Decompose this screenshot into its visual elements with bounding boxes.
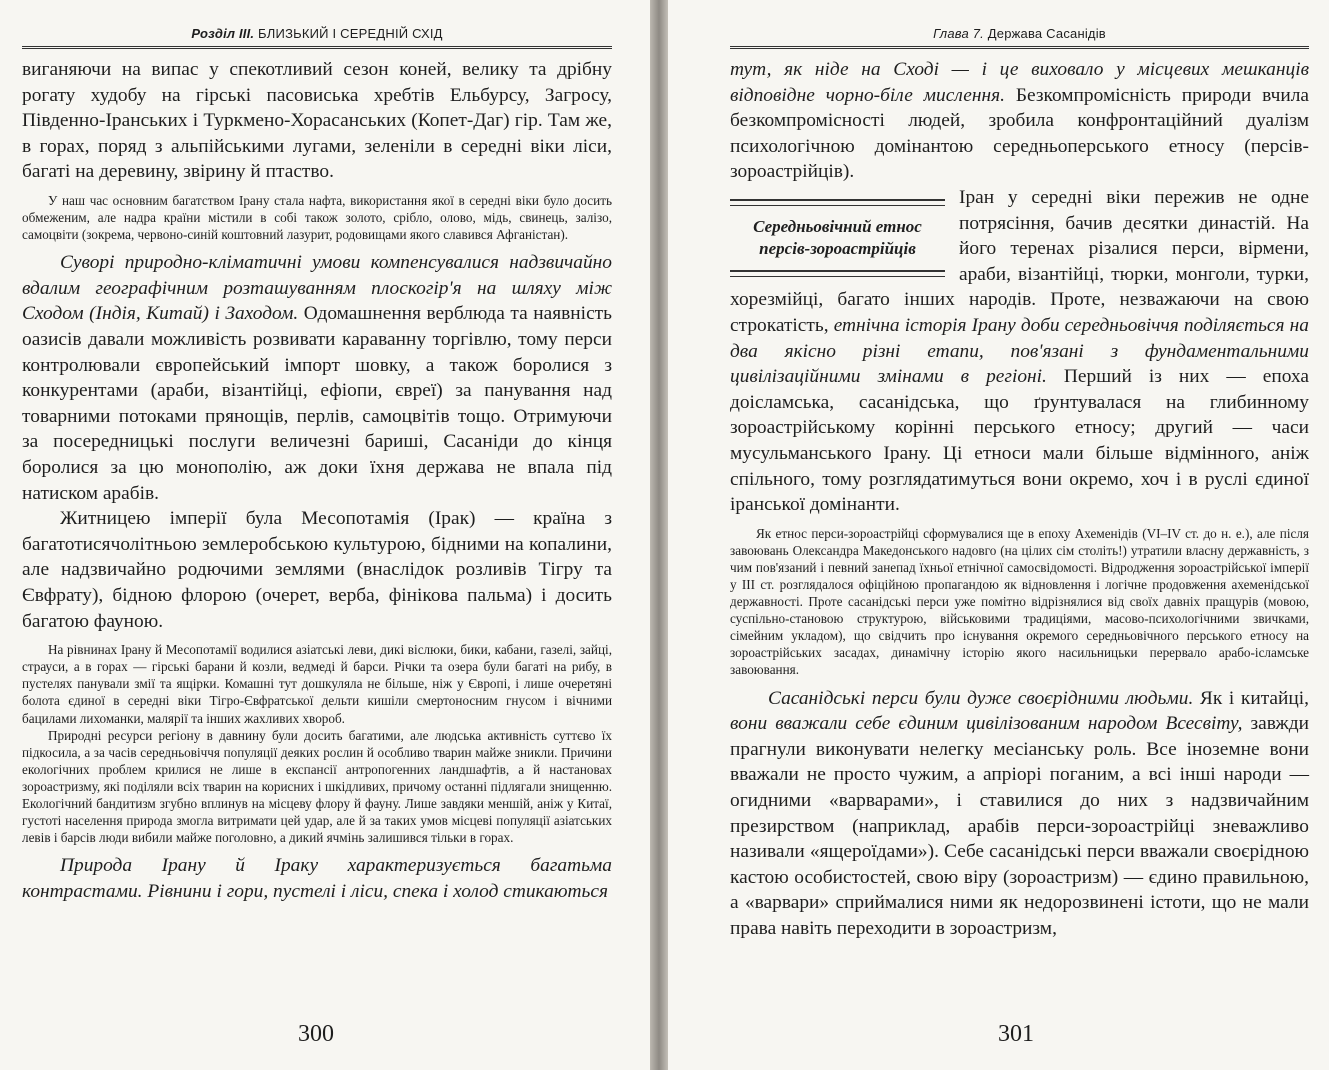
running-header-left bbox=[22, 0, 612, 49]
right-page bbox=[668, 0, 1329, 1070]
paragraph-text: завжди прагнули виконувати нелегку месіанську роль. Все іноземне вони вважали не просто чужим, а апріорі поганим, а всі інші народи — огидними «варварами», і ставилися до них з надзвичайним презирством (наприклад, арабів перси-зороастрійці зневажливо називали «ящероїдами»). Себе сасанідські перси вважали своєрідною кастою особистостей, свою віру (зороастризм) — єдино правильною, а «варвари» сприймалися ними як недорозвинені істоти, що не мали права навіть переходити в зороастризм, bbox=[730, 713, 1309, 939]
header-section-title: БЛИЗЬКИЙ І СЕРЕДНІЙ СХІД bbox=[254, 26, 443, 41]
italic-phrase: етнічна історія Ірану доби середньовіччя поділяється на два якісно різні етапи, пов'язані з фундаментальними цивілізаційними змінами в регіоні. bbox=[730, 314, 1309, 388]
paragraph-text: Перший із них — епоха доісламська, сасанідська, що ґрунтувалася на глибинному зороастрійському корінні перського етносу; другий — часи мусульманського Ірану. Ці етноси мали більше відмінного, аніж спільного, тому розглядатимуться вони окремо, хоч і в руслі єдиної іранської домінанти. bbox=[730, 366, 1309, 516]
italic-phrase: Суворі природно-кліматичні умови компенсувалися надзвичайно вдалим географічним розташуванням плоскогір'я на шляху між Сходом (Індія, Китай) і Заходом. bbox=[22, 252, 612, 325]
side-heading bbox=[730, 191, 945, 281]
small-print-note bbox=[22, 641, 612, 846]
left-body-text bbox=[22, 57, 612, 904]
right-body-text bbox=[730, 57, 1309, 941]
header-chapter-label: Розділ ІІІ. bbox=[191, 26, 255, 41]
small-print-note bbox=[22, 192, 612, 243]
paragraph-text: Безкомпромісність природи вчила безкомпромісності людей, зробила конфронтаційний дуалізм психологічною домінантою середньоперського етносу (персів-зороастрійців). bbox=[730, 84, 1309, 183]
italic-phrase: Сасанідські перси були дуже своєрідними людьми. bbox=[768, 687, 1194, 709]
paragraph: Житницею імперії була Месопотамія (Ірак) — країна з багатотисячолітньою землеробською культурою, бідними на копалини, але надзвичайно родючими землями (внаслідок розливів Тігру та Євфрату), бідною флорою (очерет, верба, фінікова пальма) і досить багатою фауною. bbox=[22, 508, 612, 632]
italic-phrase: тут, як ніде на Сході — і це виховало у місцевих мешканців відповідне чорно-біле мислення. bbox=[730, 59, 1309, 106]
note-paragraph: У наш час основним багатством Ірану стала нафта, використання якої в середні віки було досить обмеженим, але надра країни містили в собі також золото, срібло, олово, мідь, свинець, залізо, самоцвіти (зокрема, червоно-синій коштовний лазурит, родовищами якого славився Афганістан). bbox=[22, 192, 612, 243]
note-paragraph: Природні ресурси регіону в давнину були досить багатими, але людська активність суттєво їх підкосила, а за часів середньовіччя популяції деяких рослин й особливо тварин майже зникли. Причини екологічних проблем крилися не лише в експансії антропогенних ландшафтів, а й настановах зороастризму, які поділяли всіх тварин на корисних і шкідливих, причому останні підлягали знищенню. Екологічний бандитизм згубно вплинув на місцеву флору й фауну. Лише завдяки меншій, аніж у Китаї, густоті населення природа змогла витримати цей удар, але й за таких умов місцеві популяції азіатських левів і барсів люди вибили майже поголовно, а дикий ячмінь залишився тільки в горах. bbox=[22, 727, 612, 846]
running-header-right bbox=[730, 0, 1309, 49]
note-paragraph: Як етнос перси-зороастрійці сформувалися ще в епоху Ахеменідів (VI–IV ст. до н. е.), але після завоювань Олександра Македонського надовго (на цілих сім століть!) утратили власну державність, з чим пов'язаний і певний занепад їхньої етнічної самосвідомості. Відродження зороастрійської імперії у III ст. розглядалося офіційною пропагандою як відновлення і логічне продовження ахеменідської державності. Проте сасанідські перси уже помітно відрізнялися від своїх давніх пращурів (мовою, суспільно-становою структурою, військовими традиціями, масово-психологічними звичками, сімейним укладом), що свідчить про існування окремого середньовічного перського етносу на зороастрійських засадах, динамічну історію якого насильницьки перервало арабо-ісламське завоювання. bbox=[730, 525, 1309, 678]
paragraph bbox=[730, 686, 1309, 942]
italic-phrase: вони вважали себе єдиним цивілізованим народом Всесвіту, bbox=[730, 713, 1243, 735]
heading-rule bbox=[730, 270, 945, 277]
paragraph-text: Одомашнення верблюда та наявність оазисів давали можливість розвивати караванну торгівлю, тому перси контролювали європейський імпорт шовку, а також боролися з конкурентами (араби, візантійці, ефіопи, євреї) за панування над товарними потоками прянощів, перлів, самоцвітів тощо. Отримуючи за посередницькі послуги величезні бариші, Сасаніди до кінця боролися за цю монополію, аж доки їхня держава не впала під натиском арабів. bbox=[22, 303, 612, 504]
note-paragraph: На рівнинах Ірану й Месопотамії водилися азіатські леви, дикі віслюки, бики, кабани, газелі, зайці, страуси, а в горах — гірські барани й козли, ведмеді й барси. Річки та озера були багаті на рибу, в пустелях панували змії та ящірки. Комашні тут дошкуляла не більше, ніж у Європі, і лише очеретяні болота єдиної в середні віки Тігро-Євфратської дельти кишіли смертоносним гнусом і вічними бацилами лихоманки, малярії та інших жахливих хвороб. bbox=[22, 642, 612, 726]
header-chapter-label: Глава 7. bbox=[933, 26, 984, 41]
header-section-title: Держава Сасанідів bbox=[983, 26, 1106, 41]
left-page bbox=[0, 0, 650, 1070]
page-number-left: 300 bbox=[298, 1021, 334, 1047]
heading-rule bbox=[730, 199, 945, 206]
paragraph-text: Як і китайці, bbox=[1193, 687, 1309, 709]
page-number-right: 301 bbox=[998, 1021, 1034, 1047]
book-gutter bbox=[650, 0, 668, 1070]
paragraph-text: Іран у середні віки пережив не одне потрясіння, бачив десятки династій. На його теренах різалися перси, вірмени, араби, візантійці, тюрки, монголи, турки, хорезмійці, багато інших народів. Проте, незважаючи на свою строкатість, bbox=[730, 186, 1309, 336]
paragraph: Природа Ірану й Іраку характеризується багатьма контрастами. Рівнини і гори, пустелі і ліси, спека і холод стикаються bbox=[22, 855, 612, 902]
paragraph bbox=[730, 57, 1309, 185]
paragraph bbox=[22, 250, 612, 506]
small-print-note bbox=[730, 525, 1309, 679]
paragraph: виганяючи на випас у спекотливий сезон коней, велику та дрібну рогату худобу на гірські пасовиська хребтів Ельбурсу, Загросу, Південно-Іранських і Туркмено-Хорасанських (Копет-Даг) гір. Там же, в горах, поряд з альпійськими лугами, зеленіли в середні віки ліси, багаті на деревину, звірину й птаство. bbox=[22, 59, 612, 183]
side-heading-text: Середньовічний етнос персів-зороастрійців bbox=[753, 216, 922, 258]
